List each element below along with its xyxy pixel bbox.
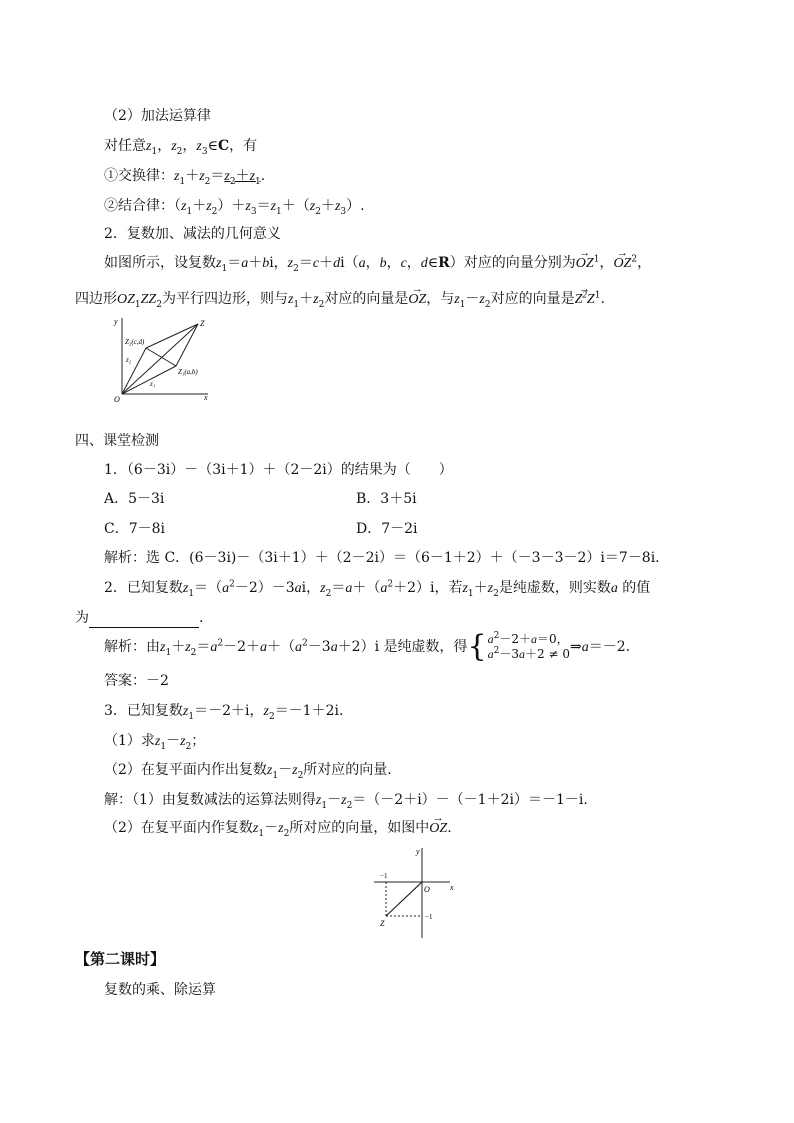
q1-solution: 解析：选 C．(6－3i)－（3i＋1）＋（2－2i）＝（6－1＋2）＋（－3－3－2）i＝7－8i.	[104, 550, 660, 566]
fig2-x-label: x	[450, 883, 454, 892]
fig1-z1-label: Z₁(a,b)	[178, 368, 198, 376]
q1-option-d: D．7－2i	[356, 521, 418, 537]
q2-solution: 解析：由$z_1+z_2=a^2-2+a+(a^2-3a+2)i$ 是纯虚数，得{$a^2-2+a=0$， $a^2-3a+2$ ≠ 0⇒a＝－2.	[104, 629, 631, 664]
fig2-y-label: y	[416, 847, 420, 856]
q2-answer-blank	[89, 613, 199, 628]
parallelogram-figure	[108, 314, 224, 406]
q1-option-c: C．7－8i	[104, 521, 166, 537]
fig1-z2-vec-label: z₂	[126, 356, 132, 364]
second-lesson-title: 【第二课时】	[75, 950, 166, 968]
section-four-title: 四、课堂检测	[75, 433, 159, 449]
q1-stem: 1．（6－3i）－（3i＋1）＋（2－2i）的结果为（ ）	[104, 462, 453, 478]
geometric-meaning-para-2: 四边形$OZ_1ZZ_2$为平行四边形，则与$z_1+z_2$对应的向量是→ OZ，与$z_1-z_2$对应的向量是→ $Z^2Z^1$.	[75, 289, 605, 310]
commutative-law: ①交换律：$z_1+z_2=z_2+z_1$.	[104, 168, 266, 187]
fig1-y-label: y	[114, 317, 118, 326]
fig2-origin-label: O	[424, 885, 430, 894]
q3-part-2: （2）在复平面内作出复数$z_1-z_2$所对应的向量.	[104, 762, 392, 781]
fig1-z1-vec-label: z₁	[150, 380, 156, 388]
fig1-x-label: x	[204, 393, 208, 402]
q3-solution-1: 解：（1）由复数减法的运算法则得$z_1-z_2=(-2+i)-(-1+2i)=-1-i$.	[104, 792, 588, 811]
second-lesson-subtitle: 复数的乘、除运算	[104, 982, 216, 998]
fig1-z2-label: Z₂(c,d)	[125, 338, 145, 346]
fig1-z-label: Z	[200, 319, 205, 328]
heading-addition-laws: （2）加法运算律	[104, 108, 211, 124]
q3-stem: 3．已知复数$z_1=-2+i$，$z_2=-1+2i$.	[104, 703, 344, 722]
q1-option-a: A．5－3i	[104, 491, 165, 507]
fig2-x-minus-one: −1	[380, 872, 388, 880]
geometric-meaning-para-1: 如图所示，设复数$z_1=a+bi$，$z_2=c+di(a$，b，c，d∈R）对应的向量分别为→ $OZ^1$，→ $OZ^2$，	[104, 253, 651, 274]
associative-law: ②结合律：$(z_1+z_2)+z_3=z_1+(z_2+z_3)$.	[104, 198, 365, 217]
q2-answer: 答案：－2	[104, 673, 169, 689]
fig2-z-label: Z	[380, 919, 385, 928]
any-complex-line: 对任意$z_1$，$z_2$，$z_3\in C$，有	[104, 138, 258, 157]
q3-part-1: （1）求$z_1-z_2$；	[104, 733, 206, 752]
q2-stem-cont: 为 .	[75, 610, 204, 626]
q2-stem: 2．已知复数$z_1=(a^2-2)-3ai$，$z_2=a+(a^2+2)i$，若$z_1+z_2$是纯虚数，则实数a 的值	[104, 579, 651, 599]
geometric-meaning-title: 2．复数加、减法的几何意义	[104, 226, 281, 242]
q3-solution-2: （2）在复平面内作复数$z_1-z_2$所对应的向量，如图中→ OZ.	[104, 818, 452, 839]
fig1-origin-label: O	[114, 395, 120, 404]
q1-option-b: B．3＋5i	[356, 491, 417, 507]
fig2-y-minus-one: −1	[425, 913, 433, 921]
vector-oz-figure	[366, 844, 462, 942]
